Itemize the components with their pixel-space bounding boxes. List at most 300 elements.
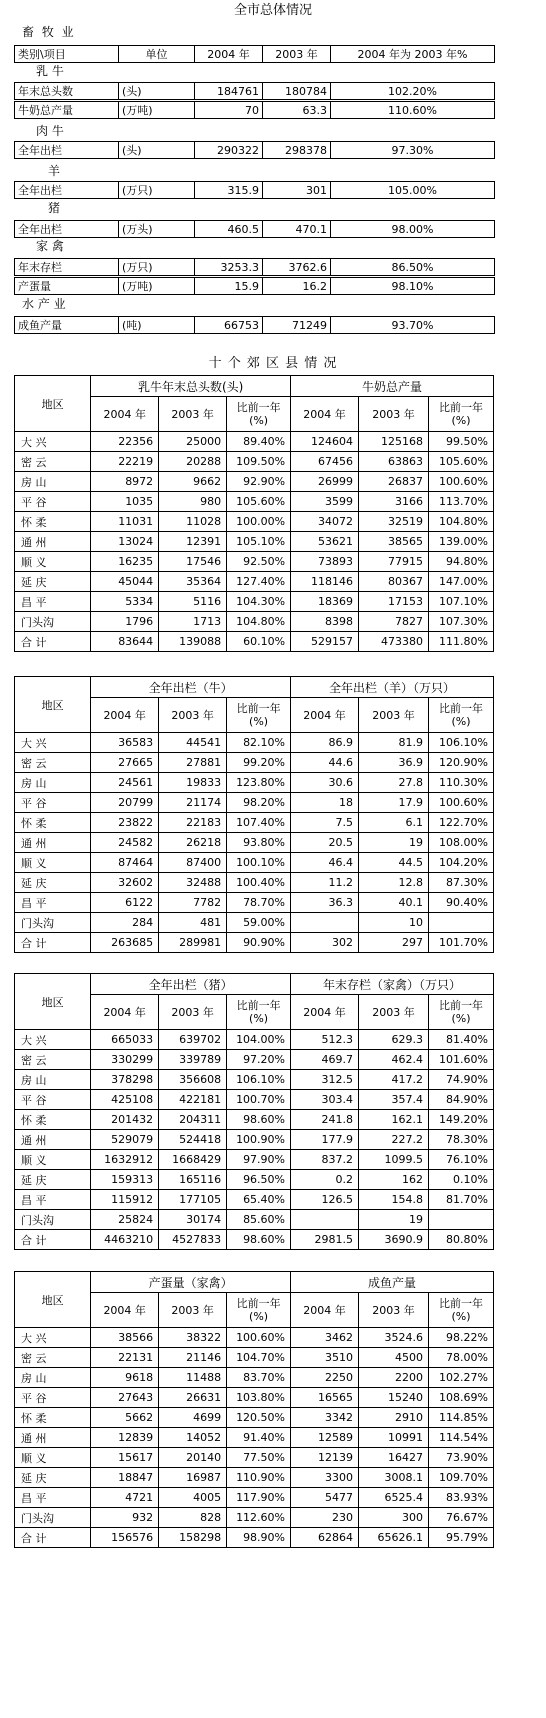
- group-header-1: 全年出栏（牛）: [91, 677, 291, 698]
- value-cell: 230: [291, 1508, 359, 1528]
- region-cell: 合 计: [15, 1528, 91, 1548]
- value-cell: 300: [358, 1508, 428, 1528]
- value-cell: 1668429: [159, 1150, 227, 1170]
- value-cell: 77.50%: [227, 1448, 291, 1468]
- overall-row: [14, 258, 495, 276]
- value-cell: 110.90%: [227, 1468, 291, 1488]
- value-cell: 303.4: [291, 1090, 359, 1110]
- value-cell: 118146: [291, 572, 359, 592]
- value-cell: 4699: [159, 1408, 227, 1428]
- value-cell: 104.70%: [227, 1348, 291, 1368]
- region-cell: 大 兴: [15, 432, 91, 452]
- value-cell: 462.4: [358, 1050, 428, 1070]
- value-cell: 1796: [91, 612, 159, 632]
- value-cell: 4500: [358, 1348, 428, 1368]
- unit: (头): [119, 142, 195, 159]
- year-2004-header: 2004 年: [91, 1293, 159, 1328]
- district-title: 十 个 郊 区 县 情 况: [208, 356, 338, 371]
- value-cell: [429, 913, 494, 933]
- value-cell: 81.40%: [429, 1030, 494, 1050]
- value-cell: 3690.9: [358, 1230, 428, 1250]
- value-cell: 13024: [91, 532, 159, 552]
- table-row: [15, 1388, 494, 1408]
- table-row: [15, 452, 494, 472]
- value-cell: 32602: [91, 873, 159, 893]
- value-cell: 65626.1: [358, 1528, 428, 1548]
- value-cell: 12839: [91, 1428, 159, 1448]
- header-category: 类别\项目: [15, 46, 119, 63]
- value-cell: 100.40%: [227, 873, 291, 893]
- change-header: 比前一年(%): [227, 397, 291, 432]
- region-cell: 合 计: [15, 1230, 91, 1250]
- item-name: 全年出栏: [15, 182, 119, 199]
- value-cell: 11031: [91, 512, 159, 532]
- table-row: [15, 1508, 494, 1528]
- value-cell: 3166: [359, 492, 429, 512]
- value-cell: 147.00%: [429, 572, 494, 592]
- value-cell: 100.60%: [227, 1328, 291, 1348]
- value-cell: 16987: [159, 1468, 227, 1488]
- value-cell: 99.20%: [227, 753, 291, 773]
- table-row: [15, 813, 494, 833]
- value-cell: 83.70%: [227, 1368, 291, 1388]
- value-cell: 356608: [159, 1070, 227, 1090]
- value-cell: 159313: [91, 1170, 159, 1190]
- value-cell: 3510: [291, 1348, 359, 1368]
- value-cell: 24582: [91, 833, 159, 853]
- table-row: [15, 1448, 494, 1468]
- value-cell: 0.10%: [429, 1170, 494, 1190]
- region-header: 地区: [15, 1272, 91, 1328]
- region-cell: 顺 义: [15, 552, 91, 572]
- region-cell: 门头沟: [15, 612, 91, 632]
- value-cell: 25000: [159, 432, 227, 452]
- overall-row: [14, 181, 495, 199]
- value-cell: 12.8: [358, 873, 428, 893]
- value-cell: 162.1: [358, 1110, 428, 1130]
- value-cell: 6.1: [358, 813, 428, 833]
- value-cell: 5662: [91, 1408, 159, 1428]
- table-row: [15, 1428, 494, 1448]
- region-header: 地区: [15, 376, 91, 432]
- region-cell: 房 山: [15, 1070, 91, 1090]
- value-2004: 15.9: [195, 278, 263, 295]
- region-cell: 怀 柔: [15, 1408, 91, 1428]
- value-cell: 2250: [291, 1368, 359, 1388]
- header-unit: 单位: [119, 46, 195, 63]
- value-cell: 87400: [159, 853, 227, 873]
- value-cell: 115912: [91, 1190, 159, 1210]
- category-label: 家 禽: [36, 239, 64, 253]
- unit: (万头): [119, 221, 195, 238]
- value-cell: 126.5: [291, 1190, 359, 1210]
- change-header: 比前一年(%): [227, 1293, 291, 1328]
- group-header-2: 牛奶总产量: [291, 376, 494, 397]
- value-cell: 469.7: [291, 1050, 359, 1070]
- district-table-1: [14, 375, 494, 652]
- value-cell: 162: [358, 1170, 428, 1190]
- value-cell: 112.60%: [227, 1508, 291, 1528]
- category-label: 乳 牛: [36, 64, 64, 78]
- table-row: [15, 753, 494, 773]
- value-cell: 1713: [159, 612, 227, 632]
- value-cell: 473380: [359, 632, 429, 652]
- value-cell: 512.3: [291, 1030, 359, 1050]
- value-cell: 77915: [359, 552, 429, 572]
- value-cell: 10991: [358, 1428, 428, 1448]
- value-cell: 17153: [359, 592, 429, 612]
- table-row: [15, 432, 494, 452]
- value-cell: 16427: [358, 1448, 428, 1468]
- value-cell: 1035: [91, 492, 159, 512]
- unit: (万只): [119, 182, 195, 199]
- region-cell: 密 云: [15, 1050, 91, 1070]
- value-cell: 18369: [291, 592, 359, 612]
- value-cell: 98.22%: [429, 1328, 494, 1348]
- value-cell: 104.30%: [227, 592, 291, 612]
- value-cell: 38565: [359, 532, 429, 552]
- value-cell: 156576: [91, 1528, 159, 1548]
- value-cell: 99.50%: [429, 432, 494, 452]
- value-cell: 36.9: [358, 753, 428, 773]
- value-cell: 27881: [159, 753, 227, 773]
- value-cell: 104.00%: [227, 1030, 291, 1050]
- region-cell: 大 兴: [15, 1030, 91, 1050]
- table-row: [15, 1150, 494, 1170]
- region-cell: 通 州: [15, 1130, 91, 1150]
- region-cell: 门头沟: [15, 1508, 91, 1528]
- value-cell: 378298: [91, 1070, 159, 1090]
- page-title: 全市总体情况: [233, 3, 312, 18]
- value-cell: 2910: [358, 1408, 428, 1428]
- value-cell: 154.8: [358, 1190, 428, 1210]
- value-cell: 30174: [159, 1210, 227, 1230]
- value-cell: 44541: [159, 733, 227, 753]
- value-cell: 90.40%: [429, 893, 494, 913]
- value-cell: 20799: [91, 793, 159, 813]
- value-cell: 100.90%: [227, 1130, 291, 1150]
- table-row: [15, 1210, 494, 1230]
- region-cell: 房 山: [15, 773, 91, 793]
- value-cell: 9618: [91, 1368, 159, 1388]
- value-cell: 8972: [91, 472, 159, 492]
- value-cell: 76.10%: [429, 1150, 494, 1170]
- region-cell: 平 谷: [15, 492, 91, 512]
- value-cell: 114.85%: [429, 1408, 494, 1428]
- region-cell: 昌 平: [15, 592, 91, 612]
- region-cell: 大 兴: [15, 1328, 91, 1348]
- value-cell: 65.40%: [227, 1190, 291, 1210]
- value-cell: 665033: [91, 1030, 159, 1050]
- value-cell: 114.54%: [429, 1428, 494, 1448]
- value-cell: 44.5: [358, 853, 428, 873]
- value-cell: 4721: [91, 1488, 159, 1508]
- value-cell: 122.70%: [429, 813, 494, 833]
- change-header: 比前一年(%): [429, 995, 494, 1030]
- value-cell: 1099.5: [358, 1150, 428, 1170]
- value-cell: 90.90%: [227, 933, 291, 953]
- category-label: 羊: [48, 164, 61, 178]
- unit: (吨): [119, 317, 195, 334]
- table-row: [15, 1468, 494, 1488]
- value-cell: 3342: [291, 1408, 359, 1428]
- value-cell: 17.9: [358, 793, 428, 813]
- value-2004: 315.9: [195, 182, 263, 199]
- district-table-4: [14, 1271, 494, 1548]
- header-2004: 2004 年: [195, 46, 263, 63]
- value-cell: 7827: [359, 612, 429, 632]
- district-table-3: [14, 973, 494, 1250]
- value-cell: 0.2: [291, 1170, 359, 1190]
- value-cell: 20.5: [291, 833, 359, 853]
- value-cell: 165116: [159, 1170, 227, 1190]
- table-row: [15, 1230, 494, 1250]
- value-2004: 3253.3: [195, 259, 263, 276]
- value-cell: 120.90%: [429, 753, 494, 773]
- year-2004-header: 2004 年: [291, 995, 359, 1030]
- value-cell: 22183: [159, 813, 227, 833]
- value-cell: 24561: [91, 773, 159, 793]
- value-cell: 36.3: [291, 893, 359, 913]
- value-cell: 7.5: [291, 813, 359, 833]
- table-row: [15, 1090, 494, 1110]
- value-cell: 980: [159, 492, 227, 512]
- value-cell: 53621: [291, 532, 359, 552]
- value-cell: 12391: [159, 532, 227, 552]
- table-row: [15, 1328, 494, 1348]
- overall-row: [14, 220, 495, 238]
- table-row: [15, 1070, 494, 1090]
- value-cell: 5116: [159, 592, 227, 612]
- value-cell: 5334: [91, 592, 159, 612]
- value-cell: 3008.1: [358, 1468, 428, 1488]
- value-cell: 23822: [91, 813, 159, 833]
- value-cell: 2200: [358, 1368, 428, 1388]
- overall-row: [14, 316, 495, 334]
- value-cell: 113.70%: [429, 492, 494, 512]
- region-header: 地区: [15, 677, 91, 733]
- value-cell: 83644: [91, 632, 159, 652]
- value-2003: 470.1: [263, 221, 331, 238]
- overall-row: [14, 141, 495, 159]
- value-cell: 1632912: [91, 1150, 159, 1170]
- value-cell: 104.80%: [227, 612, 291, 632]
- region-cell: 怀 柔: [15, 512, 91, 532]
- value-cell: 93.80%: [227, 833, 291, 853]
- value-cell: 422181: [159, 1090, 227, 1110]
- value-cell: 263685: [91, 933, 159, 953]
- value-cell: 6122: [91, 893, 159, 913]
- value-cell: 12139: [291, 1448, 359, 1468]
- table-row: [15, 893, 494, 913]
- value-cell: 330299: [91, 1050, 159, 1070]
- value-cell: 27.8: [358, 773, 428, 793]
- value-cell: 108.00%: [429, 833, 494, 853]
- value-cell: 100.00%: [227, 512, 291, 532]
- overall-header-table: [14, 45, 495, 63]
- value-cell: 103.80%: [227, 1388, 291, 1408]
- change-header: 比前一年(%): [227, 995, 291, 1030]
- value-cell: 529157: [291, 632, 359, 652]
- value-cell: 2981.5: [291, 1230, 359, 1250]
- value-2003: 298378: [263, 142, 331, 159]
- value-cell: 110.30%: [429, 773, 494, 793]
- region-cell: 合 计: [15, 632, 91, 652]
- table-row: [15, 853, 494, 873]
- region-cell: 怀 柔: [15, 813, 91, 833]
- value-cell: 101.60%: [429, 1050, 494, 1070]
- region-cell: 延 庆: [15, 1170, 91, 1190]
- region-cell: 延 庆: [15, 1468, 91, 1488]
- table-row: [15, 1190, 494, 1210]
- value-cell: 78.00%: [429, 1348, 494, 1368]
- value-cell: 26999: [291, 472, 359, 492]
- year-2004-header: 2004 年: [91, 397, 159, 432]
- value-cell: 102.27%: [429, 1368, 494, 1388]
- value-cell: 8398: [291, 612, 359, 632]
- table-row: [15, 1528, 494, 1548]
- value-cell: 40.1: [358, 893, 428, 913]
- value-cell: 81.9: [358, 733, 428, 753]
- ratio: 97.30%: [331, 142, 495, 159]
- item-name: 产蛋量: [15, 278, 119, 295]
- value-cell: 529079: [91, 1130, 159, 1150]
- value-cell: 73.90%: [429, 1448, 494, 1468]
- value-cell: 32519: [359, 512, 429, 532]
- table-row: [15, 1030, 494, 1050]
- table-row: [15, 532, 494, 552]
- value-cell: 9662: [159, 472, 227, 492]
- unit: (头): [119, 83, 195, 100]
- region-cell: 顺 义: [15, 1150, 91, 1170]
- value-cell: 828: [159, 1508, 227, 1528]
- year-2004-header: 2004 年: [91, 698, 159, 733]
- value-cell: 83.93%: [429, 1488, 494, 1508]
- table-row: [15, 1368, 494, 1388]
- table-row: [15, 632, 494, 652]
- table-row: [15, 592, 494, 612]
- value-cell: 101.70%: [429, 933, 494, 953]
- value-cell: 35364: [159, 572, 227, 592]
- value-cell: 105.60%: [429, 452, 494, 472]
- group-header-1: 乳牛年末总头数(头): [91, 376, 291, 397]
- value-cell: 46.4: [291, 853, 359, 873]
- value-2003: 16.2: [263, 278, 331, 295]
- year-2004-header: 2004 年: [91, 995, 159, 1030]
- value-cell: 105.10%: [227, 532, 291, 552]
- value-cell: 3462: [291, 1328, 359, 1348]
- value-cell: 139.00%: [429, 532, 494, 552]
- value-cell: 12589: [291, 1428, 359, 1448]
- region-cell: 密 云: [15, 452, 91, 472]
- value-cell: 104.20%: [429, 853, 494, 873]
- value-cell: 98.20%: [227, 793, 291, 813]
- region-cell: 合 计: [15, 933, 91, 953]
- value-cell: 158298: [159, 1528, 227, 1548]
- category-label: 猪: [48, 201, 61, 215]
- value-cell: 289981: [159, 933, 227, 953]
- value-cell: 123.80%: [227, 773, 291, 793]
- year-2003-header: 2003 年: [359, 397, 429, 432]
- value-2003: 3762.6: [263, 259, 331, 276]
- value-cell: 22219: [91, 452, 159, 472]
- group-header-2: 年末存栏（家禽）（万只）: [291, 974, 494, 995]
- value-cell: 73893: [291, 552, 359, 572]
- value-cell: 84.90%: [429, 1090, 494, 1110]
- value-2003: 180784: [263, 83, 331, 100]
- table-row: [15, 1110, 494, 1130]
- value-cell: 837.2: [291, 1150, 359, 1170]
- region-cell: 延 庆: [15, 572, 91, 592]
- year-2003-header: 2003 年: [358, 995, 428, 1030]
- value-cell: 227.2: [358, 1130, 428, 1150]
- table-row: [15, 1050, 494, 1070]
- region-cell: 昌 平: [15, 1190, 91, 1210]
- value-cell: 100.70%: [227, 1090, 291, 1110]
- region-cell: 怀 柔: [15, 1110, 91, 1130]
- value-cell: 117.90%: [227, 1488, 291, 1508]
- value-cell: 78.70%: [227, 893, 291, 913]
- region-cell: 平 谷: [15, 793, 91, 813]
- year-2003-header: 2003 年: [159, 995, 227, 1030]
- value-cell: 417.2: [358, 1070, 428, 1090]
- group-header-1: 产蛋量（家禽）: [91, 1272, 291, 1293]
- value-cell: 284: [91, 913, 159, 933]
- value-2003: 63.3: [263, 102, 331, 119]
- value-cell: 3300: [291, 1468, 359, 1488]
- table-row: [15, 572, 494, 592]
- table-row: [15, 773, 494, 793]
- value-cell: 80367: [359, 572, 429, 592]
- ratio: 98.10%: [331, 278, 495, 295]
- category-label: 水 产 业: [22, 297, 66, 311]
- value-cell: 98.60%: [227, 1230, 291, 1250]
- region-cell: 房 山: [15, 1368, 91, 1388]
- region-cell: 门头沟: [15, 913, 91, 933]
- value-cell: 5477: [291, 1488, 359, 1508]
- region-cell: 通 州: [15, 1428, 91, 1448]
- value-cell: 98.90%: [227, 1528, 291, 1548]
- value-cell: 89.40%: [227, 432, 291, 452]
- value-cell: 302: [291, 933, 359, 953]
- value-2004: 290322: [195, 142, 263, 159]
- value-cell: 45044: [91, 572, 159, 592]
- table-row: [15, 1408, 494, 1428]
- header-ratio: 2004 年为 2003 年%: [331, 46, 495, 63]
- region-cell: 房 山: [15, 472, 91, 492]
- value-cell: 4005: [159, 1488, 227, 1508]
- value-cell: 639702: [159, 1030, 227, 1050]
- change-header: 比前一年(%): [429, 1293, 494, 1328]
- value-cell: 108.69%: [429, 1388, 494, 1408]
- region-cell: 密 云: [15, 1348, 91, 1368]
- value-cell: 100.60%: [429, 472, 494, 492]
- value-cell: 30.6: [291, 773, 359, 793]
- value-cell: 92.90%: [227, 472, 291, 492]
- unit: (万只): [119, 259, 195, 276]
- value-cell: 20288: [159, 452, 227, 472]
- unit: (万吨): [119, 102, 195, 119]
- value-cell: 26631: [159, 1388, 227, 1408]
- value-cell: 16565: [291, 1388, 359, 1408]
- value-cell: 339789: [159, 1050, 227, 1070]
- item-name: 成鱼产量: [15, 317, 119, 334]
- value-2003: 301: [263, 182, 331, 199]
- value-cell: 82.10%: [227, 733, 291, 753]
- value-cell: 34072: [291, 512, 359, 532]
- value-cell: 22356: [91, 432, 159, 452]
- value-cell: 18: [291, 793, 359, 813]
